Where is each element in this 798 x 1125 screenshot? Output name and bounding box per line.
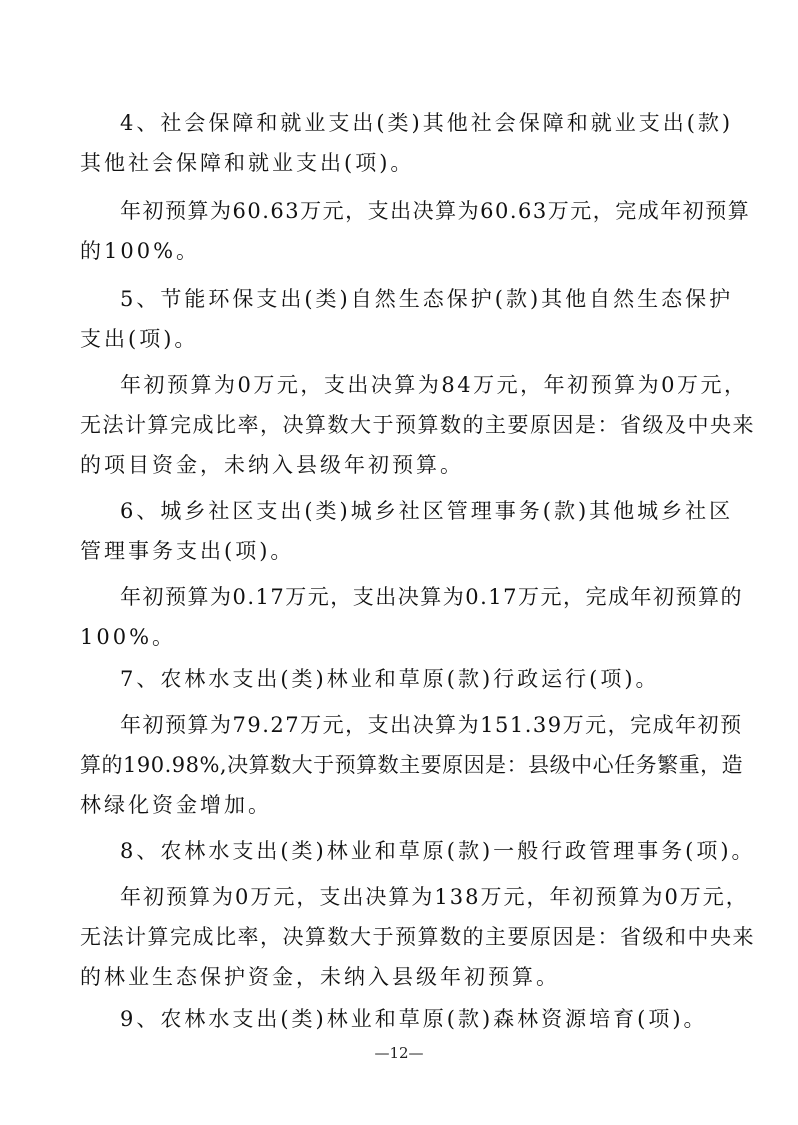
item-5-body-line-2: 无法计算完成比率，决算数大于预算数的主要原因是：省级及中央来 <box>80 413 755 437</box>
item-4-body-line-1: 年初预算为60.63万元，支出决算为60.63万元，完成年初预算 <box>120 199 751 223</box>
item-6-body-line-1: 年初预算为0.17万元，支出决算为0.17万元，完成年初预算的 <box>120 585 744 609</box>
item-4-heading-line-2: 其他社会保障和就业支出(项)。 <box>80 151 415 175</box>
item-7-body-line-2: 算的190.98%,决算数大于预算数主要原因是：县级中心任务繁重，造 <box>80 753 744 777</box>
item-8-body-line-3: 的林业生态保护资金，未纳入县级年初预算。 <box>80 965 560 989</box>
page-number: —12— <box>374 1044 424 1062</box>
item-9-heading-line-1: 9、农林水支出(类)林业和草原(款)森林资源培育(项)。 <box>120 1007 708 1031</box>
item-6-heading-line-1: 6、城乡社区支出(类)城乡社区管理事务(款)其他城乡社区 <box>120 499 734 523</box>
item-8-body-line-2: 无法计算完成比率，决算数大于预算数的主要原因是：省级和中央来 <box>80 925 755 949</box>
item-4-heading-line-1: 4、社会保障和就业支出(类)其他社会保障和就业支出(款) <box>120 111 734 135</box>
item-7-body-line-3: 林绿化资金增加。 <box>80 793 272 817</box>
item-6-heading-line-2: 管理事务支出(项)。 <box>80 539 295 563</box>
item-8-body-line-1: 年初预算为0万元，支出决算为138万元，年初预算为0万元， <box>120 885 749 909</box>
item-5-body-line-3: 的项目资金，未纳入县级年初预算。 <box>80 453 464 477</box>
item-5-body-line-1: 年初预算为0万元，支出决算为84万元，年初预算为0万元， <box>120 373 748 397</box>
item-6-body-line-2: 100%。 <box>80 625 177 649</box>
item-5-heading-line-1: 5、节能环保支出(类)自然生态保护(款)其他自然生态保护 <box>120 287 734 311</box>
item-8-heading-line-1: 8、农林水支出(类)林业和草原(款)一般行政管理事务(项)。 <box>120 839 756 863</box>
item-5-heading-line-2: 支出(项)。 <box>80 327 199 351</box>
item-7-heading-line-1: 7、农林水支出(类)林业和草原(款)行政运行(项)。 <box>120 667 660 691</box>
item-7-body-line-1: 年初预算为79.27万元，支出决算为151.39万元，完成年初预 <box>120 713 743 737</box>
item-4-body-line-2: 的100%。 <box>80 239 201 263</box>
